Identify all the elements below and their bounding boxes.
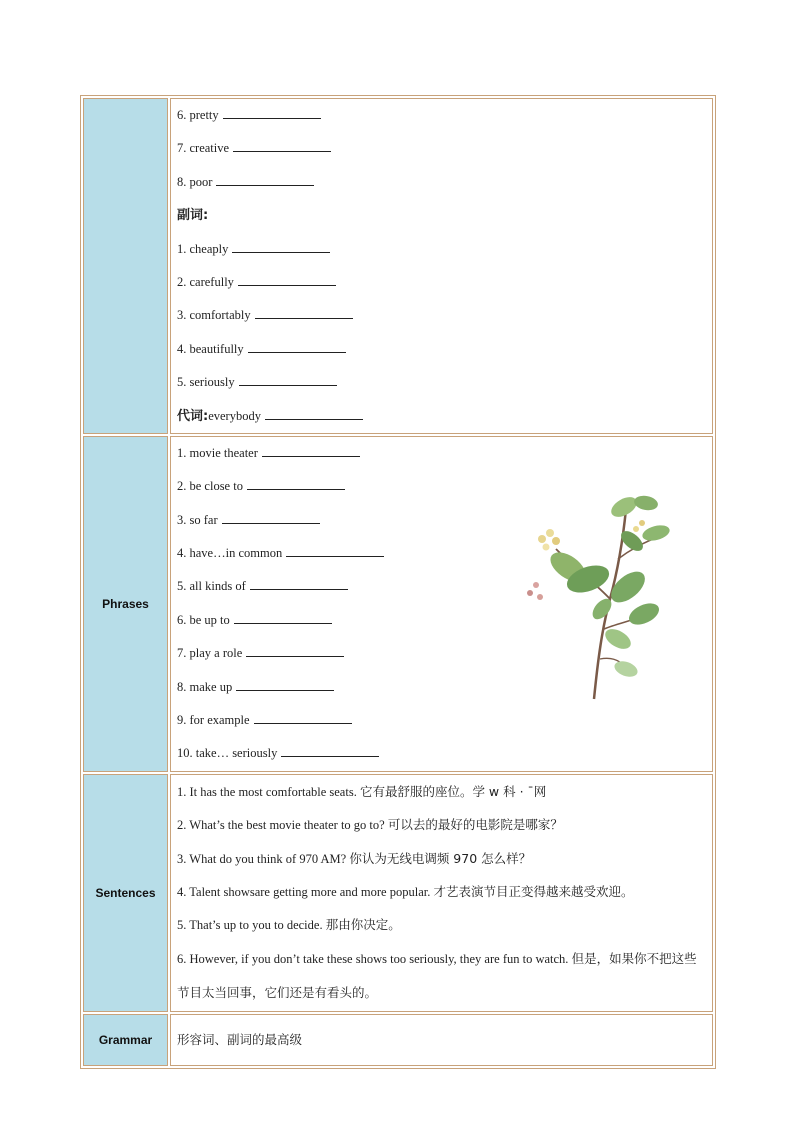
sentence-cn: 可以去的最好的电影院是哪家？ bbox=[387, 817, 563, 833]
adverb-item-text: 2. carefully bbox=[177, 274, 234, 289]
answer-blank[interactable] bbox=[246, 655, 344, 657]
sentence-item bbox=[177, 908, 706, 941]
sentence-cn: 但是，如果你不把这些节目太当回事，它们还是有看头的。 bbox=[177, 950, 697, 1001]
answer-blank[interactable] bbox=[234, 622, 332, 624]
grammar-row bbox=[83, 1014, 713, 1066]
sentence-item bbox=[177, 842, 706, 875]
phrase-text: 6. be up to bbox=[177, 612, 230, 627]
worksheet bbox=[80, 95, 716, 1069]
sentence-en: 3. What do you think of 970 AM? bbox=[177, 851, 347, 866]
adverb-item bbox=[177, 233, 706, 266]
sentences-row bbox=[83, 774, 713, 1012]
answer-blank[interactable] bbox=[254, 722, 352, 724]
phrases-label: Phrases bbox=[83, 436, 168, 772]
phrases-row bbox=[83, 436, 713, 772]
answer-blank[interactable] bbox=[232, 251, 330, 253]
sentence-item bbox=[177, 808, 706, 841]
sentences-content bbox=[170, 774, 713, 1012]
vocab-content bbox=[170, 98, 713, 434]
phrase-text: 10. take… seriously bbox=[177, 746, 278, 761]
answer-blank[interactable] bbox=[236, 689, 334, 691]
adverb-item bbox=[177, 366, 706, 399]
phrases-content bbox=[170, 436, 713, 772]
phrase-text: 7. play a role bbox=[177, 646, 243, 661]
phrase-text: 4. have…in common bbox=[177, 546, 283, 561]
sentence-en: 4. Talent showsare getting more and more popular. bbox=[177, 884, 431, 899]
sentence-cn: 才艺表演节目正变得越来越受欢迎。 bbox=[433, 883, 634, 899]
sentence-item bbox=[177, 875, 706, 908]
pronoun-line bbox=[177, 400, 706, 433]
answer-blank[interactable] bbox=[238, 284, 336, 286]
answer-blank[interactable] bbox=[250, 588, 348, 590]
adverb-item-text: 4. beautifully bbox=[177, 341, 244, 356]
phrase-item bbox=[177, 704, 706, 737]
answer-blank[interactable] bbox=[239, 384, 337, 386]
grammar-text: 形容词、副词的最高级 bbox=[177, 1031, 303, 1047]
phrase-item bbox=[177, 737, 706, 770]
adverb-heading: 副词: bbox=[177, 208, 209, 224]
vocab-label-cell bbox=[83, 98, 168, 434]
phrase-text: 9. for example bbox=[177, 713, 250, 728]
phrase-text: 3. so far bbox=[177, 512, 218, 527]
vocab-row bbox=[83, 98, 713, 434]
phrase-text: 5. all kinds of bbox=[177, 579, 246, 594]
phrase-text: 8. make up bbox=[177, 679, 233, 694]
answer-blank[interactable] bbox=[223, 117, 321, 119]
adj-item-text: 7. creative bbox=[177, 141, 230, 156]
answer-blank[interactable] bbox=[233, 150, 331, 152]
adj-item bbox=[177, 166, 706, 199]
plant-illustration bbox=[506, 489, 676, 709]
answer-blank[interactable] bbox=[265, 418, 363, 420]
adj-item-text: 8. poor bbox=[177, 174, 213, 189]
sentence-en: 5. That’s up to you to decide. bbox=[177, 918, 323, 933]
sentence-item bbox=[177, 775, 706, 808]
adverb-item-text: 3. comfortably bbox=[177, 308, 251, 323]
sentence-en: 2. What’s the best movie theater to go to? bbox=[177, 818, 385, 833]
adverb-item bbox=[177, 299, 706, 332]
sentence-cn: 它有最舒服的座位。学 w 科 · ˉ网 bbox=[359, 783, 547, 799]
grammar-label: Grammar bbox=[83, 1014, 168, 1066]
phrase-text: 2. be close to bbox=[177, 479, 243, 494]
answer-blank[interactable] bbox=[222, 522, 320, 524]
answer-blank[interactable] bbox=[248, 351, 346, 353]
answer-blank[interactable] bbox=[262, 455, 360, 457]
sentence-en: 6. However, if you don’t take these shows too seriously, they are fun to watch. bbox=[177, 951, 569, 966]
grammar-content bbox=[170, 1014, 713, 1066]
sentence-item bbox=[177, 942, 706, 1011]
pronoun-item-text: everybody bbox=[208, 408, 261, 423]
adj-item bbox=[177, 99, 706, 132]
adj-item bbox=[177, 132, 706, 165]
answer-blank[interactable] bbox=[247, 488, 345, 490]
adverb-item bbox=[177, 333, 706, 366]
phrase-text: 1. movie theater bbox=[177, 445, 258, 460]
adverb-item-text: 5. seriously bbox=[177, 375, 235, 390]
adverb-item bbox=[177, 266, 706, 299]
sentence-en: 1. It has the most comfortable seats. bbox=[177, 784, 357, 799]
answer-blank[interactable] bbox=[255, 317, 353, 319]
sentence-cn: 你认为无线电调频 970 怎么样？ bbox=[349, 850, 532, 866]
sentence-cn: 那由你决定。 bbox=[325, 917, 401, 933]
sentences-label: Sentences bbox=[83, 774, 168, 1012]
answer-blank[interactable] bbox=[281, 755, 379, 757]
pronoun-heading: 代词: bbox=[177, 408, 209, 424]
phrase-item bbox=[177, 437, 706, 470]
answer-blank[interactable] bbox=[286, 555, 384, 557]
vocab-table bbox=[80, 95, 716, 1069]
adverb-item-text: 1. cheaply bbox=[177, 241, 229, 256]
adj-item-text: 6. pretty bbox=[177, 108, 219, 122]
answer-blank[interactable] bbox=[216, 184, 314, 186]
